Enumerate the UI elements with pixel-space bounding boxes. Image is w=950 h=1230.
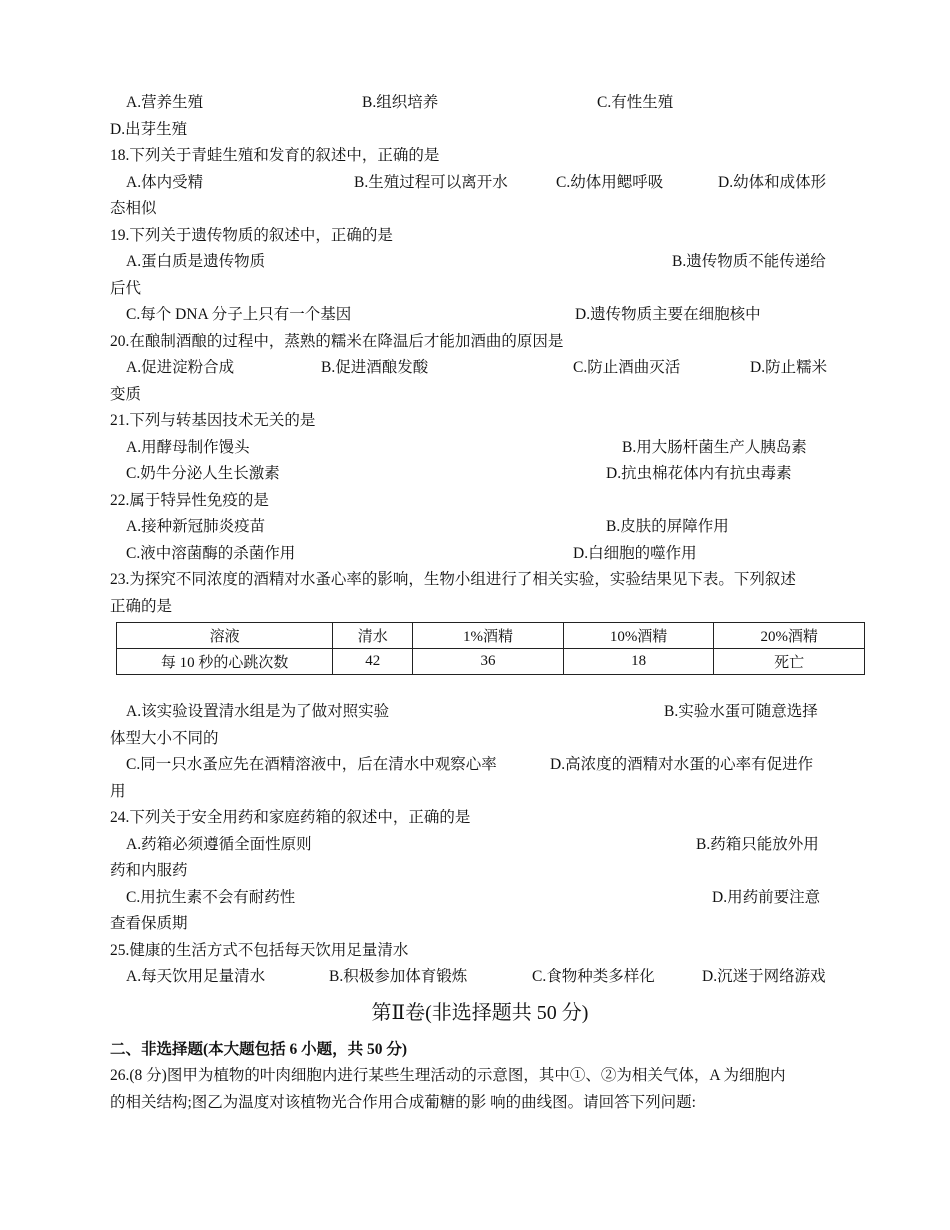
q23-wrap-d: 用	[110, 782, 126, 800]
q22-option-c: C.液中溶菌酶的杀菌作用	[126, 544, 296, 562]
q23-option-b: B.实验水蛋可随意选择	[664, 703, 818, 720]
q19-options-row-2	[110, 302, 850, 329]
q21-option-c: C.奶牛分泌人生长激素	[126, 465, 280, 482]
q18-wrap: 态相似	[110, 200, 157, 217]
q20-option-d: D.防止糯米	[750, 359, 828, 376]
q18-stem: 18.下列关于青蛙生殖和发育的叙述中，正确的是	[110, 147, 440, 164]
q23-stem-line-1: 23.为探究不同浓度的酒精对水蚤心率的影响，生物小组进行了相关实验，实验结果见下表。下列叙述	[110, 571, 796, 588]
q22-option-d: D.白细胞的噬作用	[573, 544, 697, 562]
q24-stem: 24.下列关于安全用药和家庭药箱的叙述中，正确的是	[110, 809, 471, 826]
q21-option-d: D.抗虫棉花体内有抗虫毒素	[606, 465, 792, 482]
q22-options-row-1	[110, 514, 850, 541]
q23-option-d: D.高浓度的酒精对水蛋的心率有促进作	[550, 756, 814, 773]
table-cell: 42	[333, 649, 413, 675]
q24-option-c: C.用抗生素不会有耐药性	[126, 888, 296, 906]
table-header-cell: 1%酒精	[413, 623, 564, 649]
q19-wrap: 后代	[110, 279, 142, 297]
q25-option-d: D.沉迷于网络游戏	[702, 968, 826, 985]
q20-option-a: A.促进淀粉合成	[126, 359, 235, 376]
q20-option-c: C.防止酒曲灭活	[573, 359, 681, 376]
table-cell: 18	[563, 649, 714, 675]
table-header-row	[117, 623, 865, 649]
q20-option-b: B.促进酒酿发酸	[321, 359, 429, 376]
q23-option-a: A.该实验设置清水组是为了做对照实验	[126, 703, 390, 720]
table-header-cell: 20%酒精	[714, 623, 865, 649]
q19-option-b: B.遗传物质不能传递给	[672, 253, 826, 270]
table-cell: 死亡	[714, 649, 865, 675]
table-header-cell: 清水	[333, 623, 413, 649]
q24-option-a: A.药箱必须遵循全面性原则	[126, 835, 312, 853]
q23-option-c: C.同一只水蚤应先在酒精溶液中，后在清水中观察心率	[126, 756, 497, 773]
table-header-cell: 10%酒精	[563, 623, 714, 649]
q19-option-d: D.遗传物质主要在细胞核中	[575, 306, 761, 323]
q19-stem: 19.下列关于遗传物质的叙述中，正确的是	[110, 226, 393, 244]
q20-options-row	[110, 355, 850, 382]
q23-wrap-b: 体型大小不同的	[110, 729, 219, 747]
exam-page	[110, 90, 850, 1116]
q17-option-b: B.组织培养	[362, 94, 439, 111]
part-two-heading: 二、非选择题(本大题包括 6 小题，共 50 分)	[110, 1040, 408, 1058]
q24-wrap-d: 查看保质期	[110, 915, 188, 932]
q26-line-2: 的相关结构;图乙为温度对该植物光合作用合成葡糖的影 响的曲线图。请回答下列问题:	[110, 1093, 696, 1111]
q25-option-c: C.食物种类多样化	[532, 968, 655, 985]
q22-stem: 22.属于特异性免疫的是	[110, 491, 269, 509]
q23-options-row-1	[110, 699, 850, 726]
q24-wrap-b: 药和内服药	[110, 862, 188, 879]
q18-options-row	[110, 170, 850, 197]
q21-options-row-2	[110, 461, 850, 488]
q22-option-b: B.皮肤的屏障作用	[606, 518, 729, 535]
q20-wrap: 变质	[110, 385, 142, 403]
table-header-cell: 溶液	[117, 623, 333, 649]
q19-option-c: C.每个 DNA 分子上只有一个基因	[126, 306, 352, 323]
q21-options-row-1	[110, 435, 850, 462]
q18-option-c: C.幼体用鳃呼吸	[556, 173, 664, 191]
q17-option-c: C.有性生殖	[597, 94, 674, 111]
q24-option-d: D.用药前要注意	[712, 888, 821, 906]
q21-option-a: A.用酵母制作馒头	[126, 438, 250, 456]
q25-stem: 25.健康的生活方式不包括每天饮用足量清水	[110, 941, 409, 959]
q23-stem-line-2: 正确的是	[110, 597, 173, 615]
q19-options-row-1	[110, 249, 850, 276]
q25-option-a: A.每天饮用足量清水	[126, 968, 266, 985]
q18-option-b: B.生殖过程可以离开水	[354, 173, 508, 191]
q24-options-row-1	[110, 832, 850, 859]
table-cell: 36	[413, 649, 564, 675]
q25-option-b: B.积极参加体育锻炼	[329, 968, 468, 985]
table-row	[117, 649, 865, 675]
q24-options-row-2	[110, 885, 850, 912]
q25-options-row	[110, 964, 850, 991]
table-cell: 每 10 秒的心跳次数	[117, 649, 333, 675]
q17-option-a: A.营养生殖	[126, 94, 204, 111]
q18-option-d: D.幼体和成体形	[718, 173, 827, 191]
q26-line-1: 26.(8 分)图甲为植物的叶肉细胞内进行某些生理活动的示意图，其中①、②为相关气体，A 为细胞内	[110, 1067, 786, 1084]
q24-option-b: B.药箱只能放外用	[696, 835, 819, 853]
q21-stem: 21.下列与转基因技术无关的是	[110, 412, 316, 429]
q20-stem: 20.在酿制酒酿的过程中，蒸熟的糯米在降温后才能加酒曲的原因是	[110, 332, 564, 350]
q19-option-a: A.蛋白质是遗传物质	[126, 253, 266, 270]
q21-option-b: B.用大肠杆菌生产人胰岛素	[622, 438, 807, 456]
q18-option-a: A.体内受精	[126, 173, 204, 191]
q17-option-d: D.出芽生殖	[110, 120, 188, 138]
q22-options-row-2	[110, 541, 850, 568]
q17-options-row	[110, 90, 850, 117]
q17-wrap-row	[110, 117, 850, 144]
part-two-title: 第Ⅱ卷(非选择题共 50 分)	[371, 1001, 589, 1024]
q23-options-row-2	[110, 752, 850, 779]
heart-rate-table	[116, 622, 865, 675]
q22-option-a: A.接种新冠肺炎疫苗	[126, 518, 266, 535]
